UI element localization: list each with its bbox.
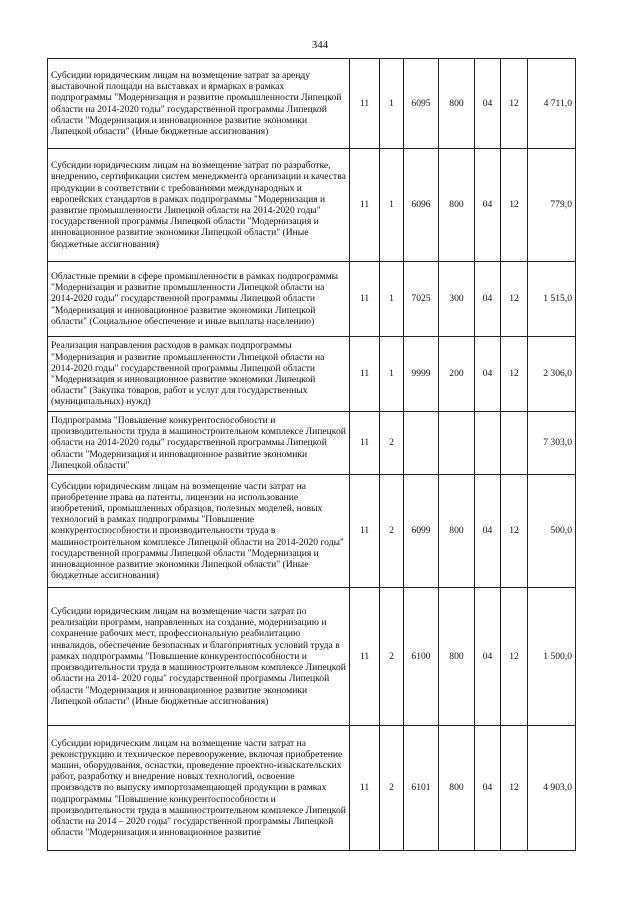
direction-code: 6100 xyxy=(404,588,439,726)
program-code: 11 xyxy=(350,149,380,262)
expense-type-code: 800 xyxy=(439,726,475,851)
page-number: 344 xyxy=(311,39,329,51)
section-code: 04 xyxy=(475,59,501,149)
section-code xyxy=(475,412,501,475)
table-row xyxy=(48,337,576,412)
expense-type-code: 300 xyxy=(439,262,475,337)
expense-type-code: 800 xyxy=(439,149,475,262)
table-row xyxy=(48,412,576,475)
subprogram-code: 2 xyxy=(380,475,404,588)
direction-code xyxy=(404,412,439,475)
subprogram-code: 2 xyxy=(380,588,404,726)
row-description: Субсидии юридическим лицам на возмещение части затрат по реализации программ, направленных на создание, модернизацию и сохранение рабочих мест, профессиональную реабилитацию инвалидов, обеспечение безопасных и благоприятных условий труда в рамках подпрограммы "Повышение конкурентоспособности и производительности труда в машиностроительном комплексе Липецкой области на 2014- 2020 годы" государственной программы Липецкой области "Модернизация и инновационное развитие экономики Липецкой области" (Иные бюджетные ассигнования) xyxy=(48,588,350,726)
direction-code: 7025 xyxy=(404,262,439,337)
amount: 500,0 xyxy=(528,475,576,588)
expense-type-code xyxy=(439,412,475,475)
expense-type-code: 800 xyxy=(439,475,475,588)
direction-code: 6095 xyxy=(404,59,439,149)
subsection-code: 12 xyxy=(501,149,528,262)
amount: 1 500,0 xyxy=(528,588,576,726)
subprogram-code: 1 xyxy=(380,262,404,337)
subprogram-code: 1 xyxy=(380,149,404,262)
subsection-code: 12 xyxy=(501,588,528,726)
program-code: 11 xyxy=(350,412,380,475)
subprogram-code: 1 xyxy=(380,337,404,412)
expense-type-code: 800 xyxy=(439,59,475,149)
section-code: 04 xyxy=(475,726,501,851)
program-code: 11 xyxy=(350,726,380,851)
row-description: Подпрограмма "Повышение конкурентоспособности и производительности труда в машиностроительном комплексе Липецкой области на 2014-2020 годы" государственной программы Липецкой области "Модернизация и инновационное развитие экономики Липецкой области" xyxy=(48,412,350,475)
section-code: 04 xyxy=(475,588,501,726)
direction-code: 6096 xyxy=(404,149,439,262)
subprogram-code: 2 xyxy=(380,412,404,475)
amount: 4 903,0 xyxy=(528,726,576,851)
direction-code: 6101 xyxy=(404,726,439,851)
subsection-code: 12 xyxy=(501,337,528,412)
row-description: Областные премии в сфере промышленности в рамках подпрограммы "Модернизация и развитие промышленности Липецкой области на 2014-2020 годы" государственной программы Липецкой области "Модернизация и инновационное развитие экономики Липецкой области" (Социальное обеспечение и иные выплаты населению) xyxy=(48,262,350,337)
amount: 1 515,0 xyxy=(528,262,576,337)
table-row xyxy=(48,475,576,588)
row-description: Субсидии юридическим лицам на возмещение затрат по разработке, внедрению, сертификации систем менеджмента организации и качества продукции в соответствии с требованиями международных и европейских стандартов в рамках подпрограммы "Модернизация и развитие промышленности Липецкой области на 2014-2020 годы" государственной программы Липецкой области "Модернизация и инновационное развитие экономики Липецкой области" (Иные бюджетные ассигнования) xyxy=(48,149,350,262)
row-description: Субсидии юридическим лицам на возмещение части затрат на приобретение права на патенты, лицензии на использование изобретений, промышленных образцов, полезных моделей, новых технологий в рамках подпрограммы "Повышение конкурентоспособности и производительности труда в машиностроительном комплексе Липецкой области на 2014-2020 годы" государственной программы Липецкой области "Модернизация и инновационное развитие экономики Липецкой области" (Иные бюджетные ассигнования) xyxy=(48,475,350,588)
subsection-code: 12 xyxy=(501,262,528,337)
program-code: 11 xyxy=(350,262,380,337)
table-row xyxy=(48,59,576,149)
section-code: 04 xyxy=(475,262,501,337)
table-row xyxy=(48,149,576,262)
amount: 7 303,0 xyxy=(528,412,576,475)
subprogram-code: 2 xyxy=(380,726,404,851)
subsection-code: 12 xyxy=(501,726,528,851)
subsection-code: 12 xyxy=(501,59,528,149)
subsection-code xyxy=(501,412,528,475)
amount: 2 306,0 xyxy=(528,337,576,412)
section-code: 04 xyxy=(475,149,501,262)
direction-code: 6099 xyxy=(404,475,439,588)
row-description: Субсидии юридическим лицам на возмещение части затрат на реконструкцию и техническое перевооружение, включая приобретение машин, оборудования, оснастки, проведение проектно-изыскательских работ, разработку и внедрение новых технологий, освоение производств по выпуску импортозамещающей продукции в рамках подпрограммы "Повышение конкурентоспособности и производительности труда в машиностроительном комплексе Липецкой области на 2014 – 2020 годы" государственной программы Липецкой области "Модернизация и инновационное развитие xyxy=(48,726,350,851)
direction-code: 9999 xyxy=(404,337,439,412)
expense-type-code: 800 xyxy=(439,588,475,726)
program-code: 11 xyxy=(350,337,380,412)
table-row xyxy=(48,262,576,337)
program-code: 11 xyxy=(350,59,380,149)
expense-type-code: 200 xyxy=(439,337,475,412)
row-description: Реализация направления расходов в рамках подпрограммы "Модернизация и развитие промышленности Липецкой области на 2014-2020 годы" государственной программы Липецкой области "Модернизация и инновационное развитие экономики Липецкой области" (Закупка товаров, работ и услуг для государственных (муниципальных) нужд) xyxy=(48,337,350,412)
program-code: 11 xyxy=(350,588,380,726)
table-row xyxy=(48,726,576,851)
budget-table xyxy=(47,58,576,851)
row-description: Субсидии юридическим лицам на возмещение затрат за аренду выставочной площади на выставках и ярмарках в рамках подпрограммы "Модернизация и развитие промышленности Липецкой области на 2014-2020 годы" государственной программы Липецкой области "Модернизация и инновационное развитие экономики Липецкой области" (Иные бюджетные ассигнования) xyxy=(48,59,350,149)
program-code: 11 xyxy=(350,475,380,588)
subsection-code: 12 xyxy=(501,475,528,588)
subprogram-code: 1 xyxy=(380,59,404,149)
table-row xyxy=(48,588,576,726)
section-code: 04 xyxy=(475,337,501,412)
section-code: 04 xyxy=(475,475,501,588)
amount: 4 711,0 xyxy=(528,59,576,149)
amount: 779,0 xyxy=(528,149,576,262)
